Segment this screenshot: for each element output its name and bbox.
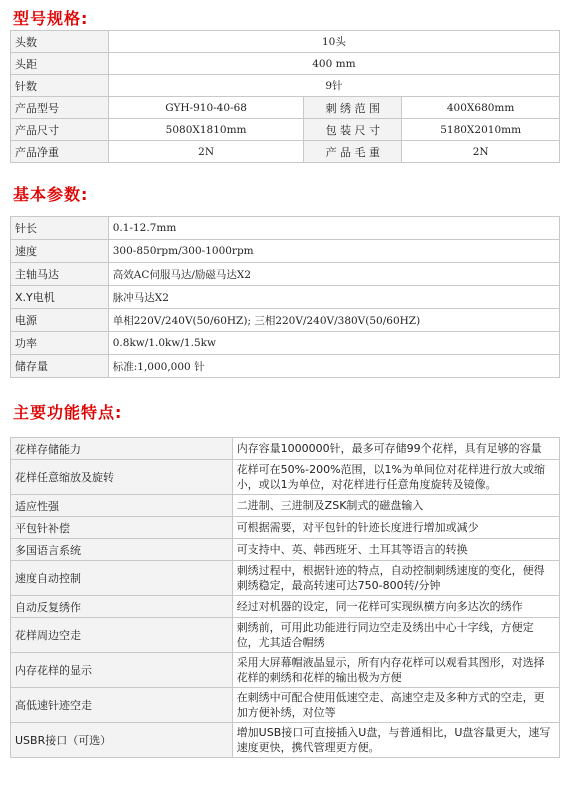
- table-row: [11, 723, 560, 758]
- size-value: 5080X1810mm: [108, 119, 304, 141]
- param-label: 电源: [11, 309, 109, 332]
- feature-label: 速度自动控制: [11, 561, 233, 596]
- table-row: [11, 217, 560, 240]
- table-row: [11, 240, 560, 263]
- net-weight-value: 2N: [108, 141, 304, 163]
- feature-value: 增加USB接口可直接插入U盘，与普通相比，U盘容量更大，速写速度更快，携代管理更方便。: [232, 723, 559, 758]
- heads-label: 头数: [11, 31, 109, 53]
- table-row: [11, 31, 560, 53]
- table-row: [11, 460, 560, 495]
- table-row: [11, 561, 560, 596]
- param-label: 储存量: [11, 355, 109, 378]
- feature-label: 平包针补偿: [11, 517, 233, 539]
- param-value: 0.1-12.7mm: [108, 217, 559, 240]
- gross-weight-value: 2N: [402, 141, 560, 163]
- feature-value: 经过对机器的设定，同一花样可实现纵横方向多达次的绣作: [232, 596, 559, 618]
- param-label: 主轴马达: [11, 263, 109, 286]
- feature-label: 高低速针迹空走: [11, 688, 233, 723]
- param-value: 300-850rpm/300-1000rpm: [108, 240, 559, 263]
- param-label: 速度: [11, 240, 109, 263]
- table-row: [11, 495, 560, 517]
- spec-section-title: 型号规格:: [13, 9, 89, 28]
- size-label: 产品尺寸: [11, 119, 109, 141]
- table-row: [11, 653, 560, 688]
- feature-value: 刺绣过程中，根据针迹的特点，自动控制刺绣速度的变化，便得刺绣稳定，最高转速可达750-800转/分钟: [232, 561, 559, 596]
- needles-value: 9针: [108, 75, 559, 97]
- table-row: [11, 141, 560, 163]
- table-row: [11, 309, 560, 332]
- feature-value: 在刺绣中可配合使用低速空走、高速空走及多种方式的空走，更加方便补绣，对位等: [232, 688, 559, 723]
- table-row: [11, 355, 560, 378]
- feature-value: 花样可在50%-200%范围，以1%为单间位对花样进行放大或缩小，或以1为单位，对花样进行任意角度旋转及镜像。: [232, 460, 559, 495]
- spacing-label: 头距: [11, 53, 109, 75]
- features-table: [10, 437, 560, 758]
- feature-value: 内存容量1000000针，最多可存储99个花样，具有足够的容量: [232, 438, 559, 460]
- table-row: [11, 75, 560, 97]
- feature-label: 多国语言系统: [11, 539, 233, 561]
- table-row: [11, 119, 560, 141]
- spacing-value: 400 mm: [108, 53, 559, 75]
- spec-table: [10, 30, 560, 163]
- feature-value: 可支持中、英、韩西班牙、土耳其等语言的转换: [232, 539, 559, 561]
- model-label: 产品型号: [11, 97, 109, 119]
- param-value: 0.8kw/1.0kw/1.5kw: [108, 332, 559, 355]
- param-label: 功率: [11, 332, 109, 355]
- feature-label: 花样任意缩放及旋转: [11, 460, 233, 495]
- gross-weight-label: 产 品 毛 重: [304, 141, 402, 163]
- param-value: 单相220V/240V(50/60HZ); 三相220V/240V/380V(50/60HZ): [108, 309, 559, 332]
- table-row: [11, 596, 560, 618]
- pack-label: 包 装 尺 寸: [304, 119, 402, 141]
- model-value: GYH-910-40-68: [108, 97, 304, 119]
- table-row: [11, 97, 560, 119]
- heads-value: 10头: [108, 31, 559, 53]
- params-section-title: 基本参数:: [13, 185, 89, 204]
- net-weight-label: 产品净重: [11, 141, 109, 163]
- param-label: X.Y电机: [11, 286, 109, 309]
- table-row: [11, 53, 560, 75]
- feature-label: 内存花样的显示: [11, 653, 233, 688]
- table-row: [11, 688, 560, 723]
- param-label: 针长: [11, 217, 109, 240]
- feature-label: 花样周边空走: [11, 618, 233, 653]
- feature-value: 刺绣前，可用此功能进行同边空走及绣出中心十字线，方便定位，尤其适合帽绣: [232, 618, 559, 653]
- pack-value: 5180X2010mm: [402, 119, 560, 141]
- feature-label: 自动反复绣作: [11, 596, 233, 618]
- table-row: [11, 438, 560, 460]
- needles-label: 针数: [11, 75, 109, 97]
- table-row: [11, 332, 560, 355]
- param-value: 标准:1,000,000 针: [108, 355, 559, 378]
- feature-label: 适应性强: [11, 495, 233, 517]
- range-value: 400X680mm: [402, 97, 560, 119]
- feature-label: 花样存储能力: [11, 438, 233, 460]
- feature-value: 可根据需要，对平包针的针迹长度进行增加或减少: [232, 517, 559, 539]
- table-row: [11, 517, 560, 539]
- table-row: [11, 618, 560, 653]
- param-value: 脉冲马达X2: [108, 286, 559, 309]
- feature-value: 采用大屏幕帽液晶显示，所有内存花样可以观看其图形，对选择花样的刺绣和花样的输出极为方便: [232, 653, 559, 688]
- feature-label: USBR接口（可选）: [11, 723, 233, 758]
- table-row: [11, 539, 560, 561]
- range-label: 刺 绣 范 围: [304, 97, 402, 119]
- feature-value: 二进制、三进制及ZSK制式的磁盘输入: [232, 495, 559, 517]
- param-value: 高效AC伺服马达/励磁马达X2: [108, 263, 559, 286]
- features-section-title: 主要功能特点:: [13, 403, 123, 422]
- table-row: [11, 263, 560, 286]
- table-row: [11, 286, 560, 309]
- params-table: [10, 216, 560, 378]
